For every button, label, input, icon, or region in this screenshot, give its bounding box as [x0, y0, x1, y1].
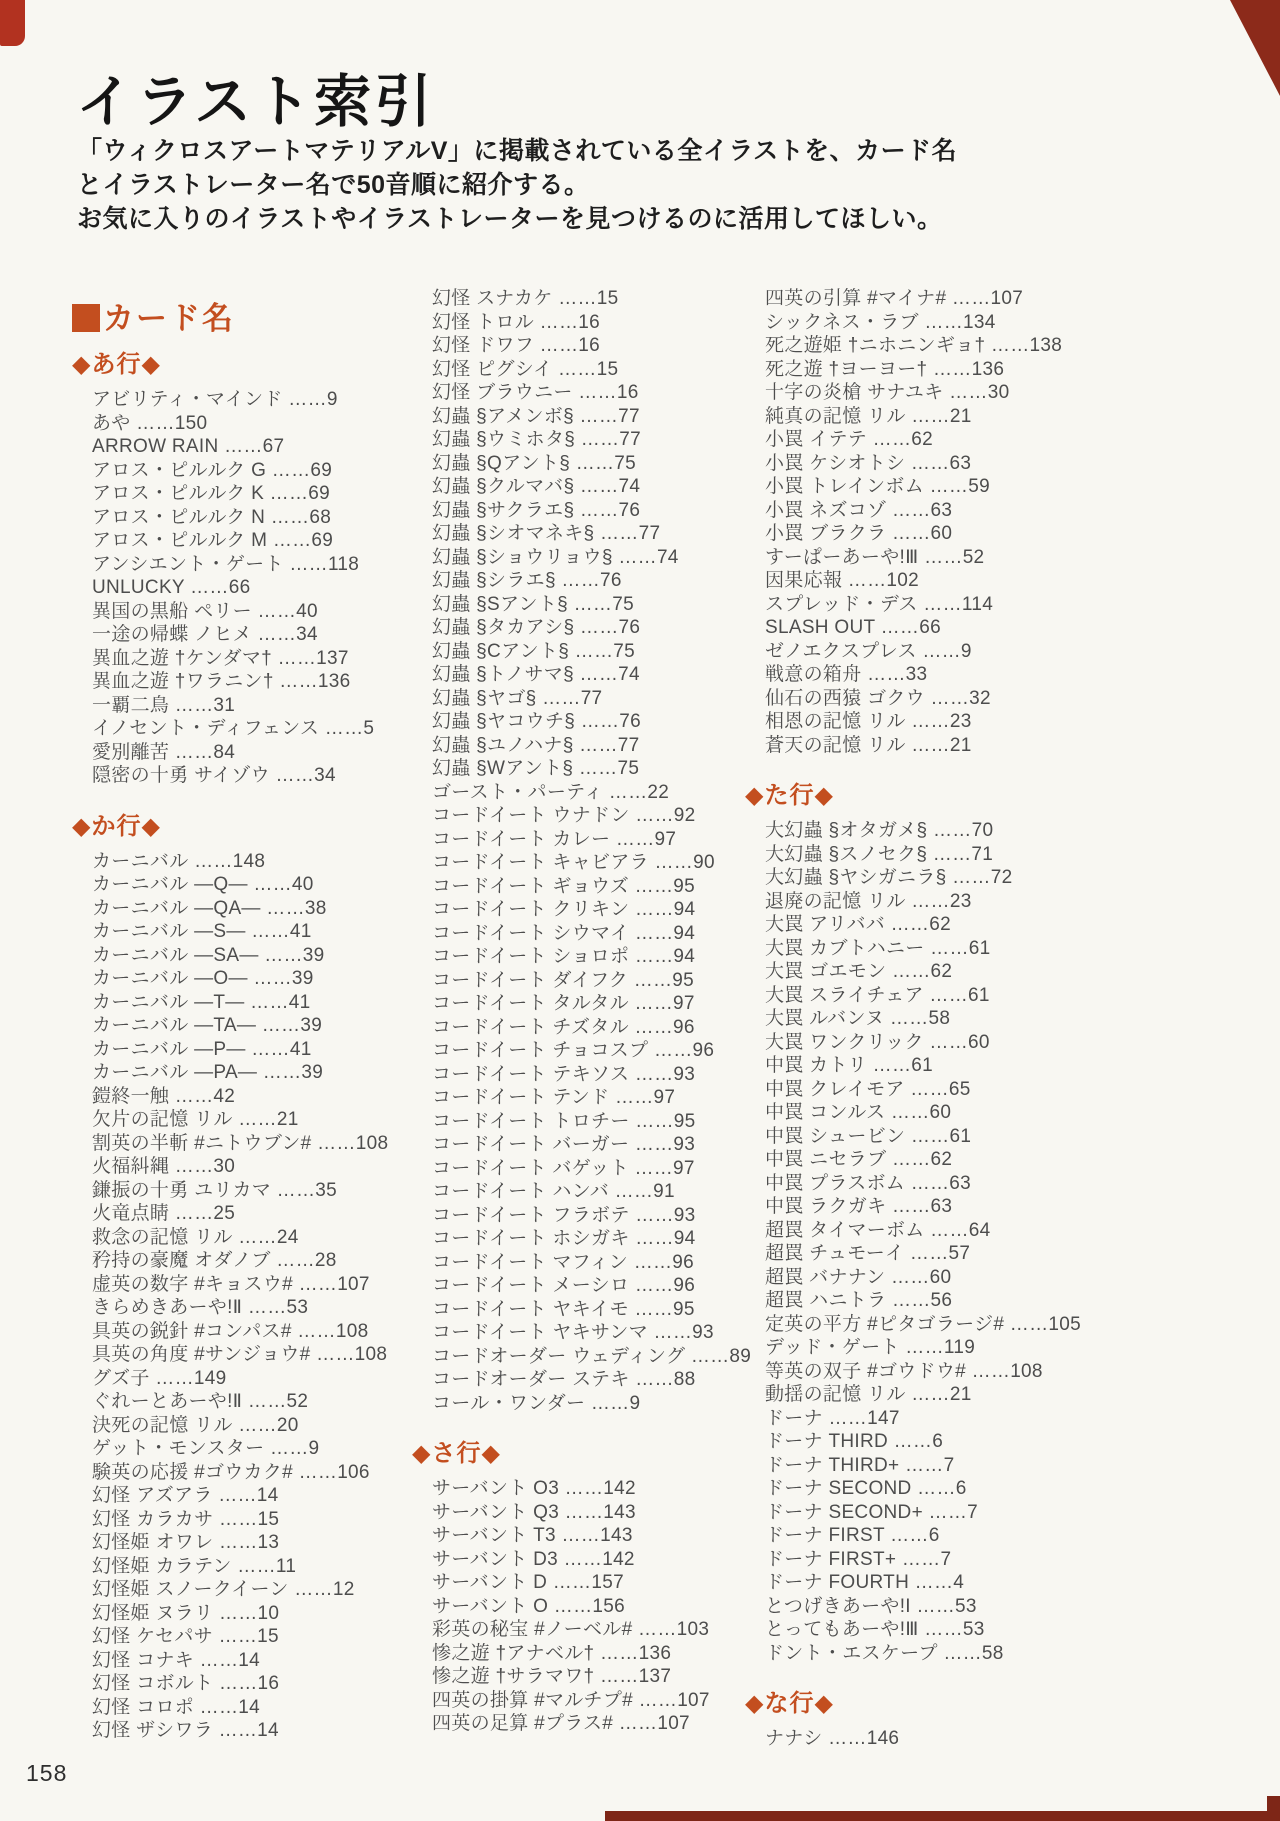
index-entry: 欠片の記憶 リル ……21: [92, 1109, 299, 1130]
index-entry: コール・ワンダー ……9: [432, 1392, 641, 1414]
index-entry: ゴースト・パーティ ……22: [432, 781, 670, 803]
index-entry: カーニバル ……148: [92, 850, 266, 872]
index-entry: アンシエント・ゲート ……118: [92, 553, 360, 575]
index-entry: ドーナ FIRST+ ……7: [765, 1548, 952, 1570]
index-entry: 具英の角度 #サンジョウ# ……108: [92, 1344, 388, 1365]
index-column-3: [745, 287, 1090, 1751]
section-header: ◆た行◆: [745, 782, 834, 809]
index-entry: コードイート メーシロ ……96: [432, 1275, 696, 1296]
index-entry: 仙石の西猿 ゴクウ ……32: [765, 687, 991, 709]
index-entry: サーバント O3 ……142: [432, 1478, 636, 1499]
index-entry: 中罠 シュービン ……61: [765, 1125, 972, 1147]
index-entry: 幻怪 ケセパサ ……15: [92, 1626, 279, 1647]
index-entry: コードオーダー ウェディング ……89: [432, 1345, 752, 1367]
index-entry: 鎧終一触 ……42: [92, 1085, 236, 1107]
index-entry: 大幻蟲 §ヤシガニラ§ ……72: [765, 867, 1013, 888]
index-entry: 異国の黒船 ペリー ……40: [92, 600, 318, 622]
index-entry: ドーナ THIRD ……6: [765, 1431, 944, 1452]
section-header: ◆あ行◆: [72, 351, 161, 378]
index-entry: 具英の鋭針 #コンパス# ……108: [92, 1320, 369, 1342]
index-entry: サーバント D3 ……142: [432, 1548, 635, 1570]
section-header: ◆さ行◆: [412, 1440, 501, 1467]
index-entry: 十字の炎槍 サナユキ ……30: [765, 382, 1010, 403]
index-entry: 幻蟲 §ユノハナ§ ……77: [432, 734, 640, 756]
index-entry: 鎌振の十勇 ユリカマ ……35: [92, 1179, 338, 1201]
index-entry: 幻蟲 §アメンボ§ ……77: [432, 405, 640, 427]
index-entry: 割英の半斬 #ニトウブン# ……108: [92, 1132, 389, 1154]
index-entry: アビリティ・マインド ……9: [92, 389, 338, 410]
scan-artifact-bottom-edge: [605, 1811, 1280, 1821]
index-entry: アロス・ピルルク G ……69: [92, 459, 333, 481]
index-entry: 異血之遊 †ワラニン† ……136: [92, 671, 351, 692]
index-entry: 幻蟲 §ヤゴ§ ……77: [432, 687, 603, 709]
index-entry: サーバント O ……156: [432, 1595, 625, 1617]
index-entry: カーニバル —Q— ……40: [92, 874, 314, 895]
index-entry: 幻怪 コロポ ……14: [92, 1696, 260, 1718]
index-entry: サーバント T3 ……143: [432, 1525, 633, 1546]
index-entry: ARROW RAIN ……67: [92, 436, 285, 457]
page-title: イラスト索引: [76, 70, 435, 134]
index-entry: 幻蟲 §シオマネキ§ ……77: [432, 523, 661, 544]
index-entry: 幻怪姫 カラテン ……11: [92, 1555, 297, 1577]
index-entry: 大罠 ワンクリック ……60: [765, 1031, 990, 1053]
index-entry: ドーナ FIRST ……6: [765, 1525, 940, 1546]
index-entry: コードイート カレー ……97: [432, 828, 677, 850]
scan-artifact-bottom-right: [1267, 1796, 1280, 1821]
index-entry: 験英の応援 #ゴウカク# ……106: [92, 1461, 370, 1483]
index-entry: コードイート キャビアラ ……90: [432, 852, 715, 873]
index-entry: 幻蟲 §Sアント§ ……75: [432, 593, 634, 615]
index-entry: ドーナ SECOND ……6: [765, 1478, 967, 1499]
index-entry: カーニバル —S— ……41: [92, 921, 312, 942]
index-entry: 惨之遊 †サラマワ† ……137: [432, 1666, 672, 1687]
index-entry: サーバント Q3 ……143: [432, 1501, 636, 1523]
index-entry: コードイート タルタル ……97: [432, 993, 695, 1014]
index-entry: 大幻蟲 §スノセク§ ……71: [765, 843, 994, 865]
index-entry: 退廃の記憶 リル ……23: [765, 890, 972, 912]
index-entry: 等英の双子 #ゴウドウ# ……108: [765, 1360, 1043, 1382]
index-entry: SLASH OUT ……66: [765, 617, 941, 638]
index-entry: コードイート フラボテ ……93: [432, 1204, 696, 1226]
index-entry: アロス・ピルルク N ……68: [92, 506, 332, 528]
index-entry: 火竜点睛 ……25: [92, 1203, 236, 1224]
index-column-2: [412, 287, 757, 1736]
index-entry: 幻怪姫 スノークイーン ……12: [92, 1579, 355, 1600]
index-entry: 幻蟲 §トノサマ§ ……74: [432, 664, 640, 685]
index-entry: とってもあーや!Ⅲ ……53: [765, 1619, 985, 1640]
index-entry: 一途の帰蝶 ノヒメ ……34: [92, 624, 318, 645]
index-entry: 幻蟲 §サクラエ§ ……76: [432, 499, 641, 521]
index-entry: コードイート バゲット ……97: [432, 1157, 695, 1179]
index-entry: コードイート ハンバ ……91: [432, 1181, 675, 1202]
index-entry: 決死の記憶 リル ……20: [92, 1414, 299, 1436]
index-entry: 惨之遊 †アナベル† ……136: [432, 1642, 672, 1664]
index-entry: コードイート チョコスプ ……96: [432, 1040, 715, 1061]
index-entry: 幻蟲 §タカアシ§ ……76: [432, 617, 641, 638]
index-entry: カーニバル —QA— ……38: [92, 897, 327, 919]
index-entry: ドーナ SECOND+ ……7: [765, 1501, 979, 1523]
index-entry: 死之遊 †ヨーヨー† ……136: [765, 358, 1005, 380]
index-entry: ぐれーとあーや!Ⅱ ……52: [92, 1391, 309, 1412]
index-entry: コードイート ダイフク ……95: [432, 969, 695, 991]
index-entry: 四英の足算 #プラス# ……107: [432, 1713, 690, 1734]
index-entry: ゼノエクスプレス ……9: [765, 640, 972, 662]
index-entry: 中罠 ラクガキ ……63: [765, 1196, 953, 1217]
index-entry: 幻怪 ザシワラ ……14: [92, 1720, 279, 1741]
index-entry: コードイート ホシガキ ……94: [432, 1228, 696, 1249]
intro-line-1: 「ウィクロスアートマテリアルV」に掲載されている全イラストを、カード名: [77, 137, 958, 165]
square-bullet-icon: [72, 304, 100, 332]
index-entry: コードイート ショロポ ……94: [432, 946, 696, 967]
index-entry: コードイート シウマイ ……94: [432, 922, 696, 944]
index-entry: 純真の記憶 リル ……21: [765, 405, 972, 427]
index-entry: ドーナ THIRD+ ……7: [765, 1454, 955, 1476]
index-entry: 幻怪 トロル ……16: [432, 311, 600, 333]
index-entry: コードイート チズタル ……96: [432, 1016, 695, 1038]
index-entry: コードイート バーガー ……93: [432, 1134, 696, 1155]
index-entry: 幻蟲 §ウミホタ§ ……77: [432, 429, 642, 450]
index-column-1: [72, 350, 417, 1743]
index-entry: 四英の掛算 #マルチプ# ……107: [432, 1689, 710, 1711]
index-entry: 救念の記憶 リル ……24: [92, 1226, 299, 1248]
index-entry: アロス・ピルルク K ……69: [92, 483, 331, 504]
intro-line-3: お気に入りのイラストやイラストレーターを見つけるのに活用してほしい。: [77, 205, 943, 233]
index-entry: 幻怪姫 オワレ ……13: [92, 1532, 280, 1553]
index-entry: コードイート マフィン ……96: [432, 1251, 695, 1273]
index-entry: 大幻蟲 §オタガメ§ ……70: [765, 820, 994, 841]
index-entry: 彩英の秘宝 #ノーベル# ……103: [432, 1619, 710, 1640]
index-entry: 死之遊姫 †ニホニンギョ† ……138: [765, 335, 1063, 356]
index-entry: イノセント・ディフェンス ……5: [92, 718, 375, 739]
index-entry: 中罠 プラスボム ……63: [765, 1172, 972, 1194]
index-entry: 小罠 ブラクラ ……60: [765, 523, 953, 544]
index-entry: 大罠 カブトハニー ……61: [765, 937, 991, 959]
index-entry: 超罠 ハニトラ ……56: [765, 1290, 953, 1311]
index-entry: コードオーダー ステキ ……88: [432, 1369, 696, 1390]
index-entry: カーニバル —O— ……39: [92, 968, 314, 989]
index-entry: 小罠 イテテ ……62: [765, 429, 933, 450]
index-entry: 幻蟲 §Cアント§ ……75: [432, 640, 635, 662]
index-entry: 因果応報 ……102: [765, 570, 919, 591]
index-entry: アロス・ピルルク M ……69: [92, 530, 334, 551]
index-entry: カーニバル —SA— ……39: [92, 944, 325, 966]
index-entry: 幻蟲 §シラエ§ ……76: [432, 570, 622, 591]
intro-text: [77, 134, 957, 236]
index-entry: 愛別離苦 ……84: [92, 741, 236, 763]
index-entry: 中罠 クレイモア ……65: [765, 1078, 971, 1100]
index-entry: サーバント D ……157: [432, 1572, 624, 1593]
index-entry: 幻蟲 §Qアント§ ……75: [432, 452, 637, 474]
index-entry: 小罠 ケシオトシ ……63: [765, 452, 972, 474]
card-name-heading-label: カード名: [103, 301, 235, 336]
intro-line-2: とイラストレーター名で50音順に紹介する。: [77, 171, 590, 199]
index-entry: カーニバル —T— ……41: [92, 991, 311, 1013]
index-entry: 大罠 ルバンヌ ……58: [765, 1008, 951, 1029]
index-entry: コードイート テキソス ……93: [432, 1063, 696, 1085]
index-entry: 蒼天の記憶 リル ……21: [765, 734, 972, 756]
index-entry: あや ……150: [92, 412, 208, 434]
index-entry: ゲット・モンスター ……9: [92, 1438, 320, 1459]
section-header: ◆か行◆: [72, 812, 161, 840]
index-entry: 幻怪 アズアラ ……14: [92, 1485, 279, 1506]
index-entry: コードイート ヤキサンマ ……93: [432, 1322, 714, 1343]
index-entry: 隠密の十勇 サイゾウ ……34: [92, 765, 336, 786]
index-entry: 動揺の記憶 リル ……21: [765, 1384, 972, 1405]
index-entry: きらめきあーや!Ⅱ ……53: [92, 1297, 309, 1318]
index-entry: コードイート ウナドン ……92: [432, 805, 696, 826]
index-entry: 相恩の記憶 リル ……23: [765, 711, 972, 732]
index-entry: 小罠 トレインボム ……59: [765, 476, 990, 497]
index-entry: 幻怪姫 ヌラリ ……10: [92, 1602, 280, 1624]
index-entry: ドント・エスケープ ……58: [765, 1642, 1004, 1664]
index-entry: コードイート クリキン ……94: [432, 899, 696, 920]
index-entry: 大罠 ゴエモン ……62: [765, 961, 953, 982]
index-entry: 中罠 カトリ ……61: [765, 1055, 933, 1076]
index-entry: シックネス・ラブ ……134: [765, 311, 996, 333]
scan-artifact-top-left: [0, 0, 25, 46]
index-entry: 戦意の箱舟 ……33: [765, 664, 928, 685]
page-number: 158: [26, 1760, 68, 1786]
index-entry: 幻怪 ブラウニー ……16: [432, 382, 639, 403]
index-entry: 中罠 ニセラブ ……62: [765, 1149, 953, 1170]
index-entry: 小罠 ネズコゾ ……63: [765, 499, 953, 521]
index-entry: 大罠 アリババ ……62: [765, 914, 951, 935]
index-entry: カーニバル —PA— ……39: [92, 1062, 324, 1083]
index-entry: 虚英の数字 #キョスウ# ……107: [92, 1273, 370, 1295]
index-entry: 異血之遊 †ケンダマ† ……137: [92, 647, 349, 669]
index-entry: 幻怪 コナキ ……14: [92, 1649, 260, 1671]
index-entry: 一覇二鳥 ……31: [92, 694, 236, 716]
index-entry: 幻蟲 §ヤコウチ§ ……76: [432, 711, 642, 732]
index-entry: 中罠 コンルス ……60: [765, 1102, 952, 1123]
index-entry: すーぱーあーや!Ⅲ ……52: [765, 546, 985, 568]
index-entry: 定英の平方 #ピタゴラージ# ……105: [765, 1313, 1082, 1335]
index-entry: グズ子 ……149: [92, 1367, 227, 1389]
index-entry: とつげきあーや!I ……53: [765, 1595, 977, 1617]
index-entry: 超罠 バナナン ……60: [765, 1266, 952, 1288]
index-entry: 大罠 スライチェア ……61: [765, 984, 990, 1006]
index-entry: コードイート ギョウズ ……95: [432, 875, 695, 897]
card-name-heading: [72, 293, 235, 338]
index-entry: ドーナ ……147: [765, 1407, 900, 1429]
index-entry: コードイート ヤキイモ ……95: [432, 1298, 695, 1320]
index-entry: カーニバル —TA— ……39: [92, 1015, 323, 1036]
index-entry: 幻怪 カラカサ ……15: [92, 1508, 280, 1530]
index-entry: デッド・ゲート ……119: [765, 1337, 976, 1358]
index-entry: スプレッド・デス ……114: [765, 593, 994, 615]
index-entry: ドーナ FOURTH ……4: [765, 1572, 965, 1593]
index-entry: 四英の引算 #マイナ# ……107: [765, 288, 1024, 309]
index-entry: 幻蟲 §クルマバ§ ……74: [432, 476, 641, 497]
index-entry: 火福糾縄 ……30: [92, 1156, 236, 1177]
index-entry: コードイート トロチー ……95: [432, 1110, 696, 1132]
index-entry: UNLUCKY ……66: [92, 577, 251, 598]
index-entry: カーニバル —P— ……41: [92, 1038, 312, 1060]
index-entry: 幻蟲 §ショウリョウ§ ……74: [432, 546, 679, 568]
index-entry: 超罠 タイマーボム ……64: [765, 1219, 991, 1241]
index-entry: 超罠 チュモーイ ……57: [765, 1243, 971, 1264]
index-entry: 幻怪 コボルト ……16: [92, 1673, 280, 1694]
index-entry: 幻怪 ドワフ ……16: [432, 335, 600, 356]
index-entry: コードイート テンド ……97: [432, 1087, 676, 1108]
index-entry: 幻怪 スナカケ ……15: [432, 288, 619, 309]
index-entry: 幻蟲 §Wアント§ ……75: [432, 758, 640, 779]
index-entry: 矜持の豪魔 オダノブ ……28: [92, 1250, 337, 1271]
index-entry: 幻怪 ピグシイ ……15: [432, 358, 619, 380]
scan-artifact-top-right: [1230, 0, 1280, 96]
index-entry: ナナシ ……146: [765, 1728, 900, 1749]
section-header: ◆な行◆: [745, 1690, 834, 1717]
